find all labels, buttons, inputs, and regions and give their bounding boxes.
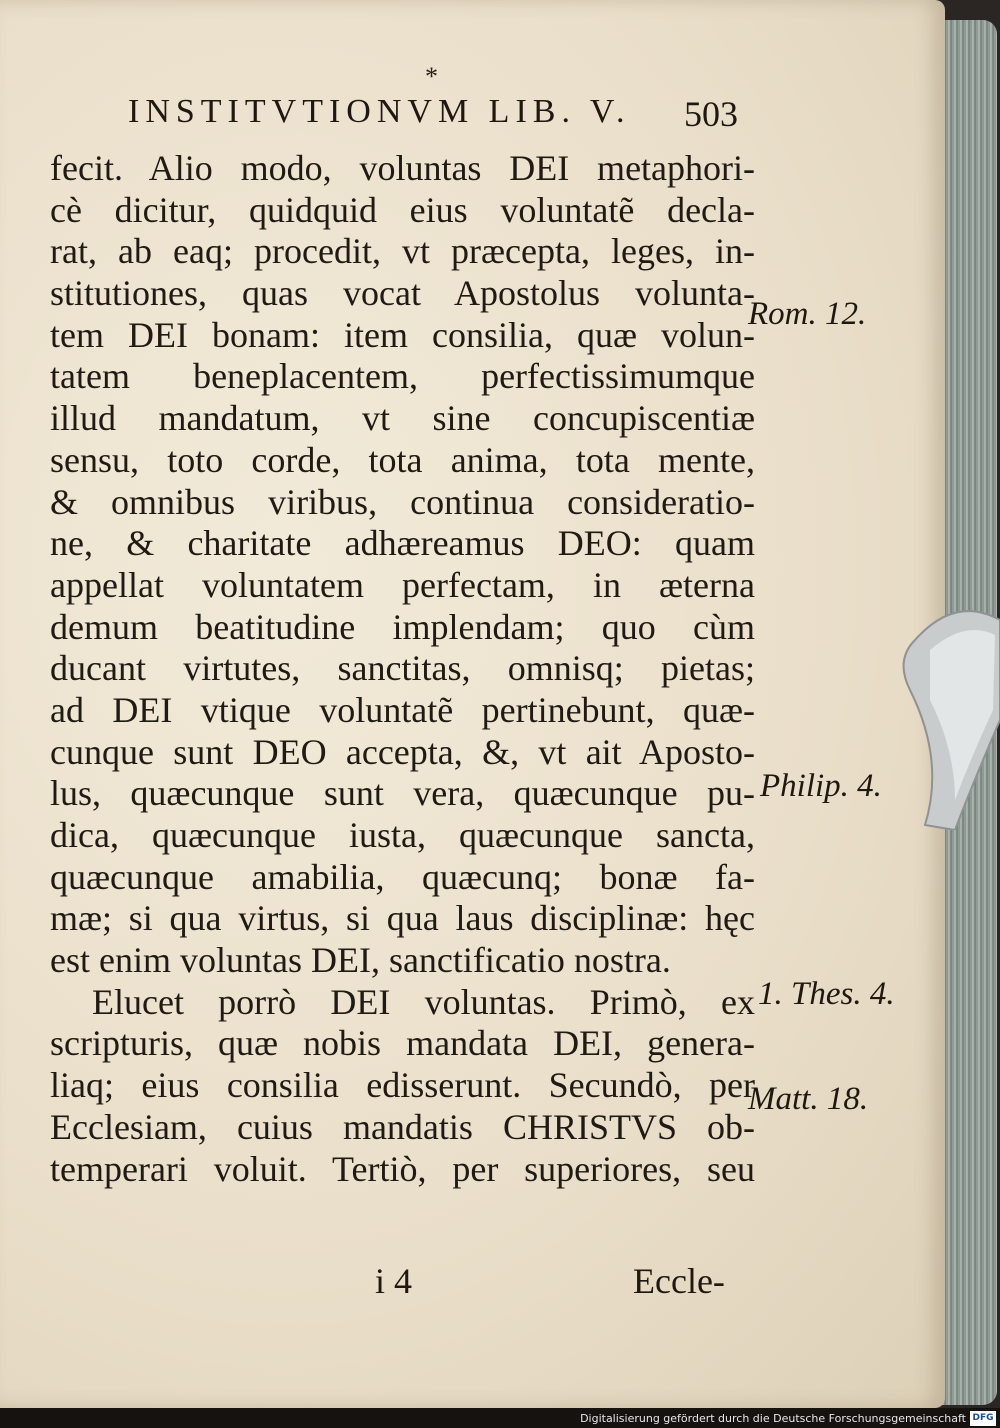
text-line: ad DEI vtique voluntatẽ pertinebunt, quæ- <box>50 689 755 730</box>
page-holder-pointer <box>885 600 1000 830</box>
text-line: appellat voluntatem perfectam, in æterna <box>50 564 755 605</box>
text-line: fecit. Alio modo, voluntas DEI metaphori- <box>50 148 755 188</box>
text-line: rat, ab eaq; procedit, vt præcepta, leges, in- <box>50 231 755 272</box>
dfg-logo: DFG <box>970 1411 996 1426</box>
text-line: cunque sunt DEO accepta, &, vt ait Aposto- <box>50 731 755 772</box>
text-line: est enim voluntas DEI, sanctificatio nostra. <box>50 940 671 981</box>
text-line: lus, quæcunque sunt vera, quæcunque pu- <box>50 773 755 814</box>
text-line: liaq; eius consilia edisserunt. Secundò, per <box>50 1065 755 1106</box>
text-line: mæ; si qua virtus, si qua laus disciplinæ: hęc <box>50 898 755 939</box>
text-line: ne, & charitate adhæreamus DEO: quam <box>50 523 755 564</box>
text-line: sensu, toto corde, tota anima, tota mente, <box>50 439 755 480</box>
text-line: Ecclesiam, cuius mandatis CHRISTVS ob- <box>50 1106 755 1147</box>
text-line: dica, quæcunque iusta, quæcunque sancta, <box>50 815 755 855</box>
marginal-note-philip: Philip. 4. <box>760 768 882 804</box>
credit-bar <box>0 1408 1000 1428</box>
folio-mark: * <box>425 62 438 91</box>
text-line: scripturis, quæ nobis mandata DEI, genera- <box>50 1023 755 1064</box>
text-line: & omnibus viribus, continua consideratio- <box>50 481 755 522</box>
text-line: ducant virtutes, sanctitas, omnisq; pietas; <box>50 648 755 689</box>
running-head: INSTITVTIONVM LIB. V. <box>128 93 631 130</box>
catchword: Eccle- <box>633 1261 725 1301</box>
marginal-note-thes: 1. Thes. 4. <box>758 976 895 1012</box>
text-line: temperari voluit. Tertiò, per superiores, seu <box>50 1148 755 1189</box>
text-line: illud mandatum, vt sine concupiscentiæ <box>50 398 755 439</box>
credit-text: Digitalisierung gefördert durch die Deutsche Forschungsgemeinschaft <box>580 1412 966 1425</box>
marginal-note-matt: Matt. 18. <box>748 1081 869 1117</box>
body-text <box>50 148 755 1190</box>
signature-mark: i 4 <box>375 1261 413 1301</box>
text-line: demum beatitudine implendam; quo cùm <box>50 606 755 647</box>
text-line: cè dicitur, quidquid eius voluntatẽ decla- <box>50 189 755 230</box>
text-line: tatem beneplacentem, perfectissimumque <box>50 356 755 397</box>
text-line: quæcunque amabilia, quæcunq; bonæ fa- <box>50 856 755 897</box>
marginal-note-rom: Rom. 12. <box>748 296 867 332</box>
text-line: tem DEI bonam: item consilia, quæ volun- <box>50 314 755 355</box>
text-line: stitutiones, quas vocat Apostolus volunta- <box>50 273 755 314</box>
text-line: Elucet porrò DEI voluntas. Primò, ex <box>92 981 755 1022</box>
page-number: 503 <box>684 94 738 134</box>
